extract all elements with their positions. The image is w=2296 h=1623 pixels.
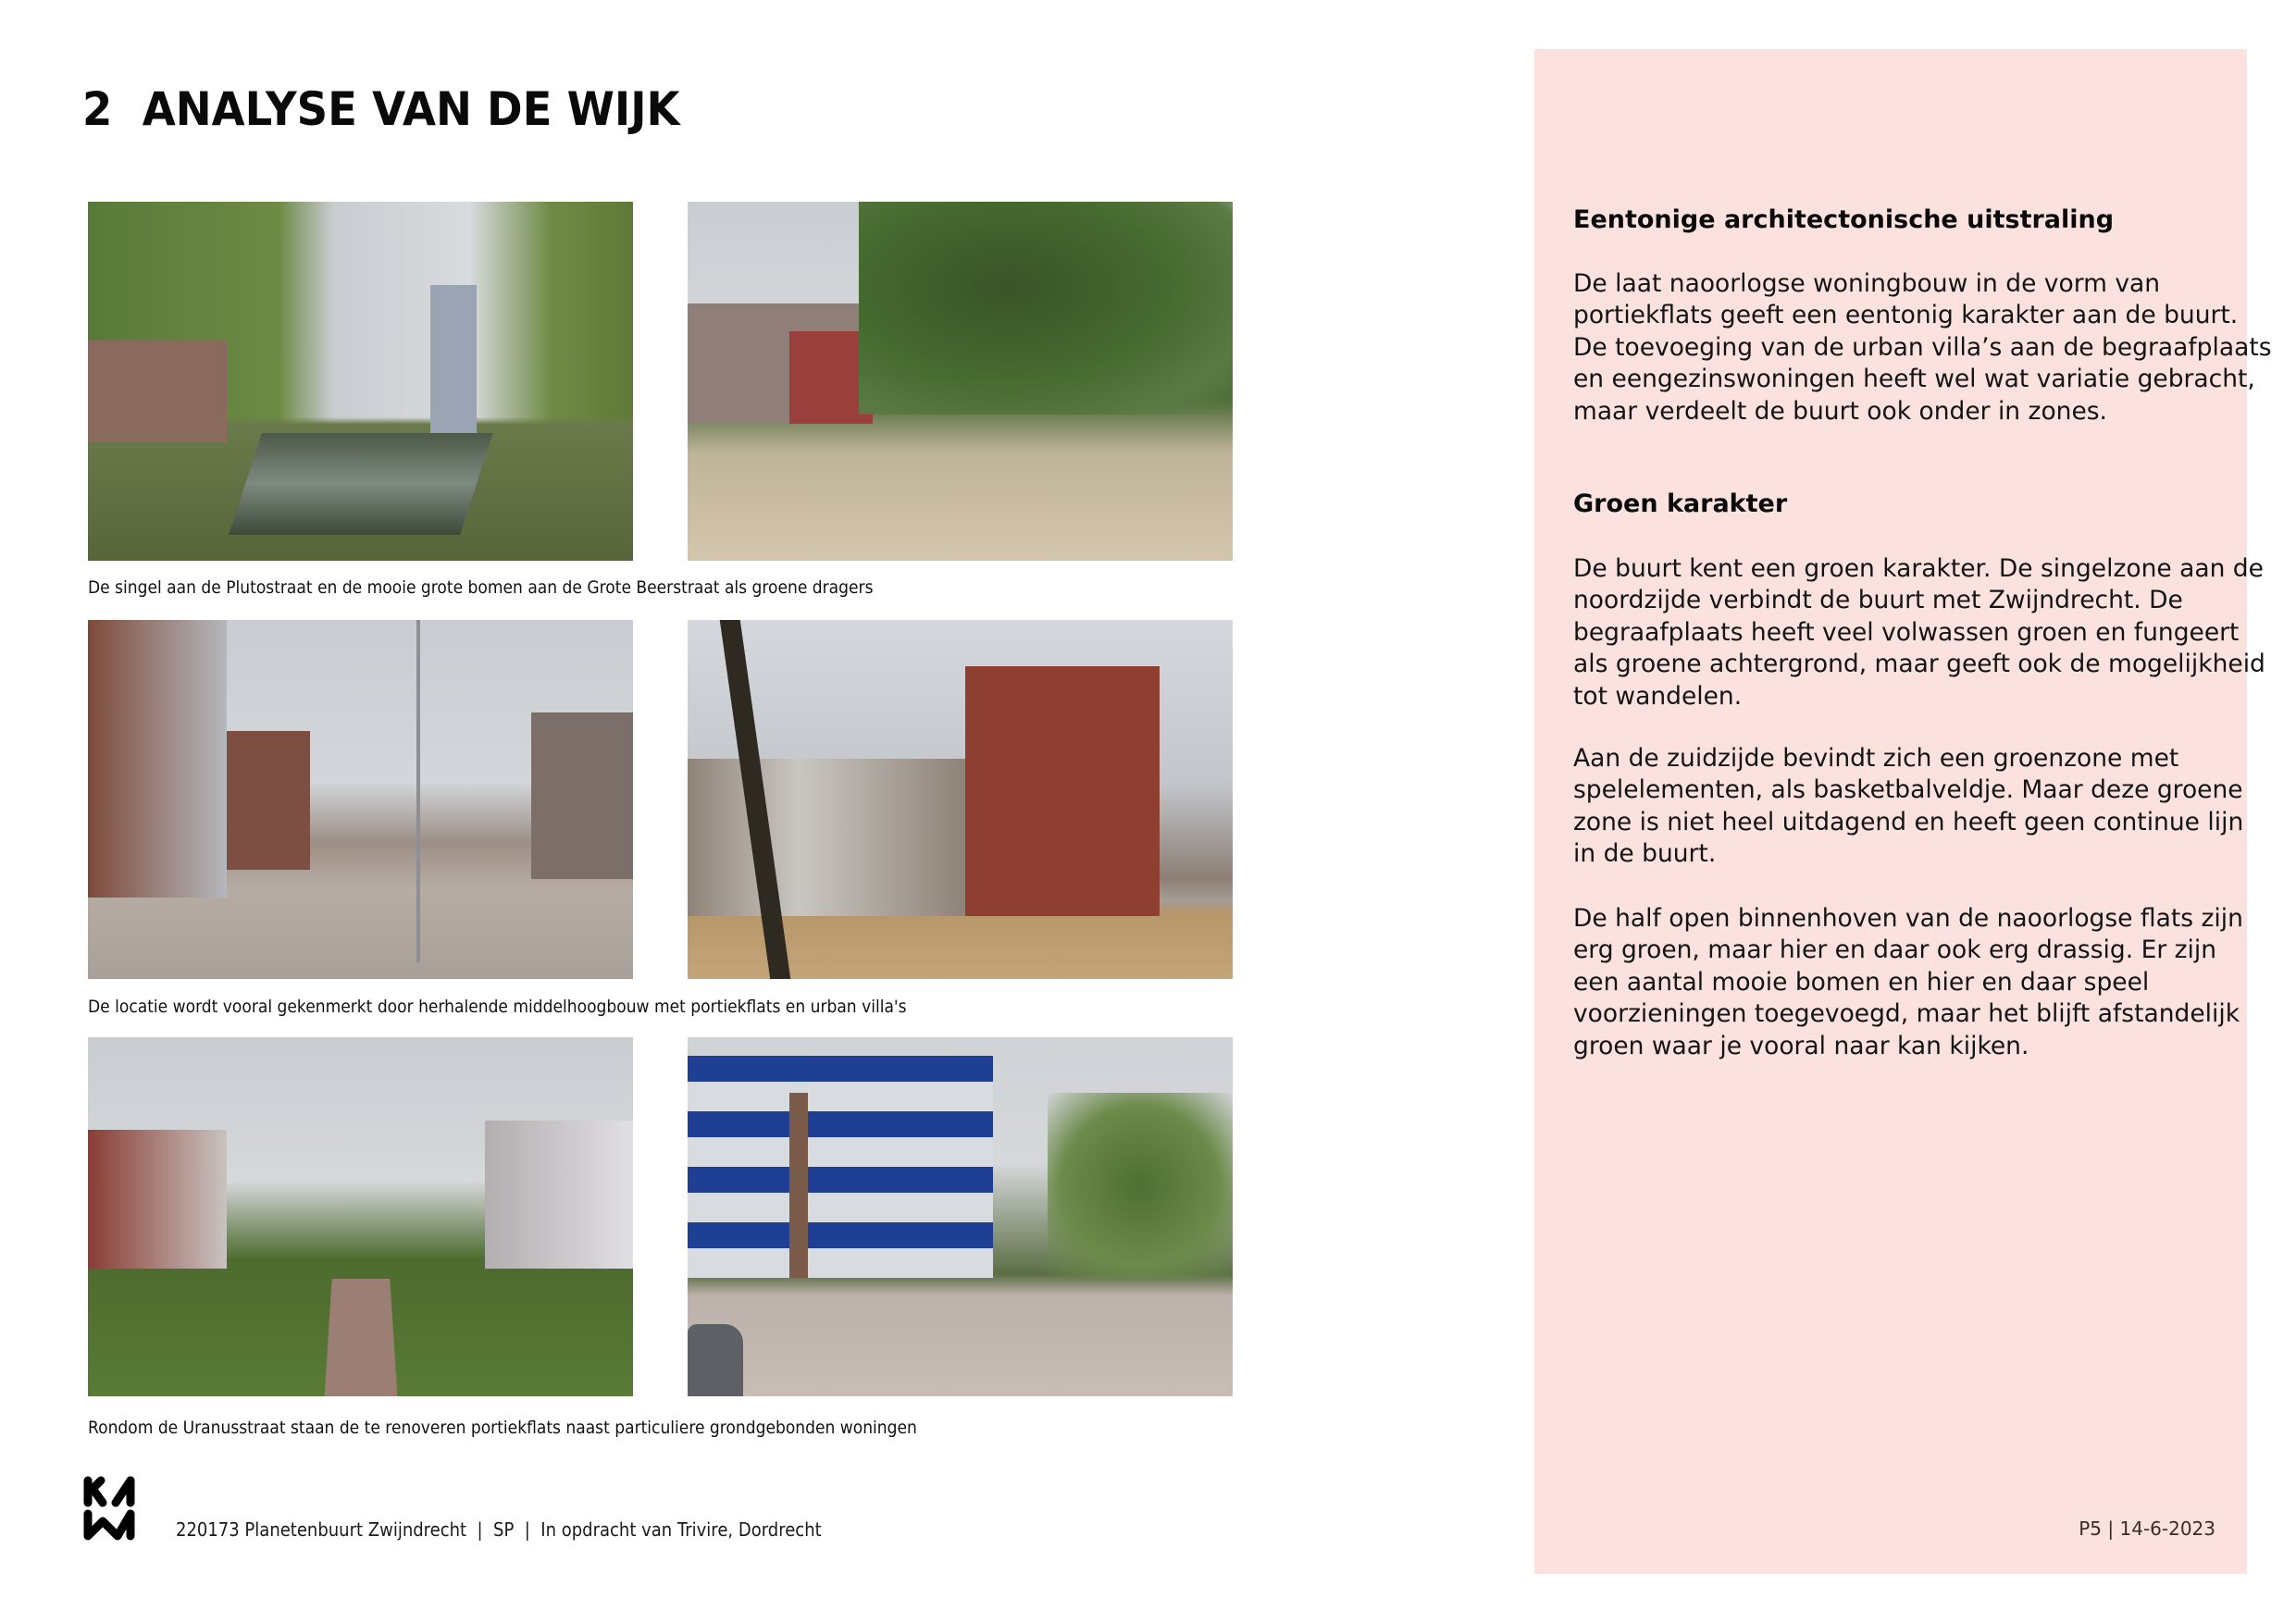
photo-caption: De singel aan de Plutostraat en de mooie grote bomen aan de Grote Beerstraat als groene dragers xyxy=(88,577,874,598)
photo-detail-building xyxy=(88,620,227,898)
photo-detail-lamppost xyxy=(416,620,420,962)
photo-caption: De locatie wordt vooral gekenmerkt door herhalende middelhoogbouw met portiekflats en urban villa's xyxy=(88,997,907,1017)
photo-caption: Rondom de Uranusstraat staan de te renoveren portiekflats naast particuliere grondgebonden woningen xyxy=(88,1418,917,1438)
photo-detail-house xyxy=(485,1121,633,1269)
text-line: een aantal mooie bomen en hier en daar speel xyxy=(1573,967,2150,997)
paragraph-groen-2 xyxy=(1573,743,2244,871)
paragraph-groen-1 xyxy=(1573,553,2265,712)
footer-project-info: 220173 Planetenbuurt Zwijndrecht | SP | In opdracht van Trivire, Dordrecht xyxy=(176,1518,822,1541)
photo-singel-plutostraat xyxy=(88,202,633,561)
text-line: in de buurt. xyxy=(1573,839,1717,869)
page-title: 2 ANALYSE VAN DE WIJK xyxy=(82,82,680,136)
text-line: portiekflats geeft een eentonig karakter aan de buurt. xyxy=(1573,301,2239,330)
photo-detail-car xyxy=(688,1324,743,1396)
paragraph-groen-3 xyxy=(1573,903,2243,1062)
section-heading-groen: Groen karakter xyxy=(1573,489,1788,518)
photo-detail-water xyxy=(229,433,493,535)
text-line: voorzieningen toegevoegd, maar het blijft afstandelijk xyxy=(1573,999,2240,1029)
kaw-logo-icon xyxy=(82,1475,138,1542)
text-line: De half open binnenhoven van de naoorlogse flats zijn xyxy=(1573,904,2243,933)
photo-detail-tree xyxy=(859,202,1233,415)
text-line: tot wandelen. xyxy=(1573,681,1743,711)
photo-portiekflat xyxy=(688,1037,1233,1396)
paragraph-architectuur xyxy=(1573,268,2272,427)
section-heading-architectuur: Eentonige architectonische uitstraling xyxy=(1573,205,2115,234)
page-number-date: P5 | 14-6-2023 xyxy=(2079,1518,2215,1540)
photo-detail-building xyxy=(531,712,633,879)
photo-detail-house xyxy=(88,1130,227,1269)
photo-detail-building xyxy=(88,341,227,442)
text-line: maar verdeelt de buurt ook onder in zones. xyxy=(1573,396,2107,426)
text-line: begraafplaats heeft veel volwassen groen en fungeert xyxy=(1573,617,2240,647)
text-line: Aan de zuidzijde bevindt zich een groenzone met xyxy=(1573,744,2179,773)
photo-detail-brick-column xyxy=(789,1093,808,1278)
photo-grondgebonden-woningen xyxy=(88,1037,633,1396)
sidebar-text-panel xyxy=(1534,49,2272,1574)
photo-detail-flat xyxy=(688,759,965,916)
photo-urban-villa xyxy=(688,620,1233,979)
photo-detail-path xyxy=(324,1279,397,1396)
text-line: De buurt kent een groen karakter. De singelzone aan de xyxy=(1573,554,2264,583)
photo-detail-urban-villa xyxy=(965,666,1160,916)
photo-detail-building xyxy=(227,731,310,870)
photo-detail-tower xyxy=(430,285,477,442)
photo-detail-trees xyxy=(1048,1093,1233,1278)
text-line: De toevoeging van de urban villa’s aan de begraafplaats xyxy=(1573,332,2272,362)
photo-street-middelhoogbouw xyxy=(88,620,633,979)
text-line: De laat naoorlogse woningbouw in de vorm van xyxy=(1573,269,2161,298)
text-line: groen waar je vooral naar kan kijken. xyxy=(1573,1031,2029,1060)
photo-grote-beerstraat xyxy=(688,202,1233,561)
text-line: en eengezinswoningen heeft wel wat variatie gebracht, xyxy=(1573,365,2255,394)
text-line: zone is niet heel uitdagend en heeft geen continue lijn xyxy=(1573,807,2244,836)
text-line: als groene achtergrond, maar geeft ook de mogelijkheid xyxy=(1573,650,2265,679)
text-line: erg groen, maar hier en daar ook erg drassig. Er zijn xyxy=(1573,935,2217,965)
text-line: spelelementen, als basketbalveldje. Maar deze groene xyxy=(1573,775,2243,805)
photo-detail-flat xyxy=(688,1056,993,1278)
text-line: noordzijde verbindt de buurt met Zwijndrecht. De xyxy=(1573,586,2183,615)
